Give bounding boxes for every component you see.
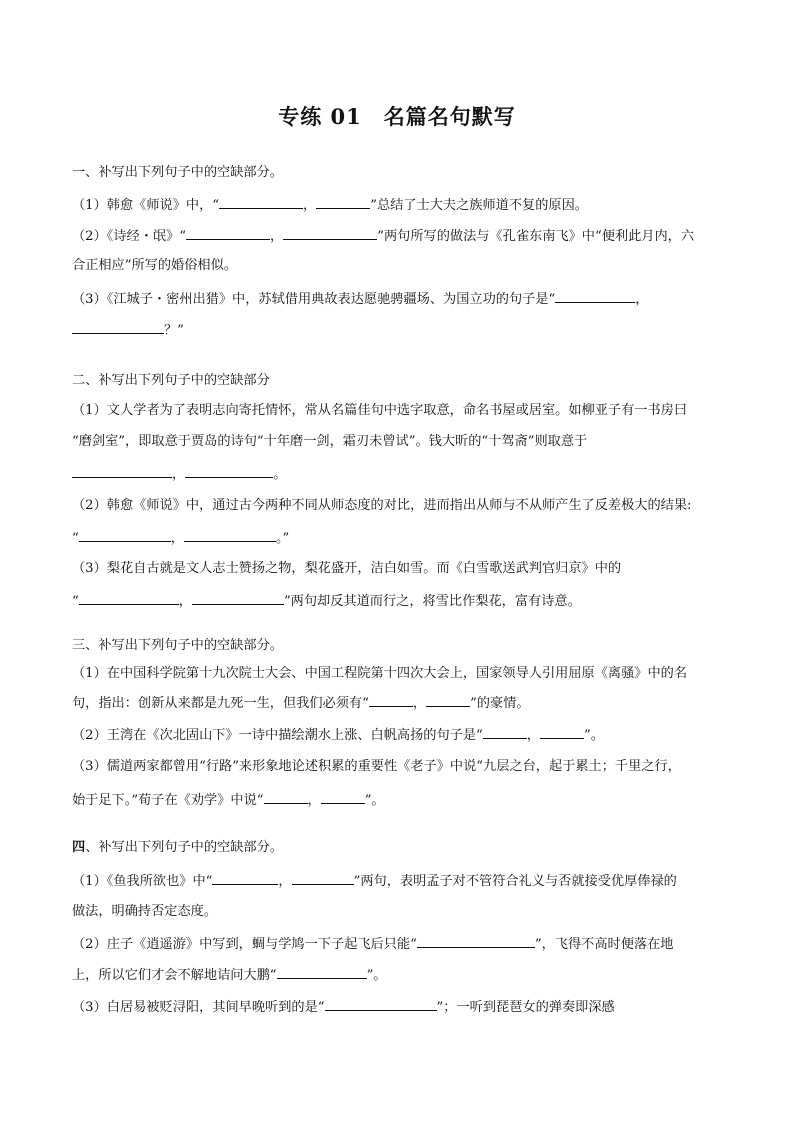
section-2-heading: 二、补写出下列句子中的空缺部分 bbox=[72, 373, 270, 388]
s2-q1-l1: （1）文人学者为了表明志向寄托情怀，常从名篇佳句中选字取意，命名书屋或居室。如柳亚子有一书房曰 bbox=[72, 403, 688, 418]
s4-q1 bbox=[72, 870, 677, 892]
s4-q3 bbox=[72, 996, 615, 1018]
text: ， bbox=[307, 793, 321, 808]
text: 。 bbox=[273, 467, 287, 482]
answer-blank[interactable] bbox=[184, 527, 276, 542]
text: （3）白居易被贬浔阳，其间早晚听到的是“ bbox=[72, 1000, 325, 1015]
text: ， bbox=[172, 467, 186, 482]
text: ”。 bbox=[366, 968, 387, 983]
s1-q2 bbox=[72, 225, 694, 247]
text: 句，指出：创新从来都是九死一生，但我们必须有“ bbox=[72, 696, 369, 711]
page-title: 专练 01 名篇名句默写 bbox=[278, 104, 516, 129]
text: ”两句所写的做法与《孔雀东南飞》中“便利此月内，六 bbox=[377, 229, 695, 244]
text: ， bbox=[635, 292, 649, 307]
answer-blank[interactable] bbox=[185, 463, 273, 478]
s3-q1-l1: （1）在中国科学院第十九次院士大会、中国工程院第十四次大会上，国家领导人引用屈原《离骚》中的名 bbox=[72, 666, 688, 681]
text: ， bbox=[278, 874, 292, 889]
text: ， bbox=[270, 229, 284, 244]
s3-q2 bbox=[72, 724, 604, 746]
s4-q2-cont bbox=[72, 964, 387, 986]
text: ， bbox=[526, 728, 540, 743]
answer-blank[interactable] bbox=[321, 789, 365, 804]
text: ”两句却反其道而行之，将雪比作梨花，富有诗意。 bbox=[283, 594, 581, 609]
s2-q3-l1: （3）梨花自古就是文人志士赞扬之物，梨花盛开，洁白如雪。而《白雪歌送武判官归京》中的 bbox=[72, 561, 622, 576]
text: “ bbox=[72, 594, 79, 609]
text: ”总结了士大夫之族师道不复的原因。 bbox=[370, 198, 588, 213]
text: 四 bbox=[72, 840, 86, 855]
s3-q3-l1: （3）儒道两家都曾用“行路”来形象地论述积累的重要性《老子》中说“九层之台，起于累土；千里之行， bbox=[72, 759, 681, 774]
text: 上，所以它们才会不解地诘问大鹏“ bbox=[72, 968, 277, 983]
section-3-heading: 三、补写出下列句子中的空缺部分。 bbox=[72, 638, 283, 653]
text: （2）王湾在《次北固山下》一诗中描绘潮水上涨、白帆高扬的句子是“ bbox=[72, 728, 483, 743]
answer-blank[interactable] bbox=[555, 288, 635, 303]
answer-blank[interactable] bbox=[264, 789, 308, 804]
text: ， bbox=[303, 198, 317, 213]
text: ”，飞得不高时便落在地 bbox=[534, 937, 674, 952]
text: ”。 bbox=[583, 728, 604, 743]
answer-blank[interactable] bbox=[192, 590, 284, 605]
answer-blank[interactable] bbox=[283, 225, 377, 240]
text: ”的豪情。 bbox=[470, 696, 530, 711]
answer-blank[interactable] bbox=[316, 194, 370, 209]
answer-blank[interactable] bbox=[186, 225, 270, 240]
answer-blank[interactable] bbox=[79, 527, 171, 542]
answer-blank[interactable] bbox=[369, 692, 413, 707]
answer-blank[interactable] bbox=[72, 319, 164, 334]
answer-blank[interactable] bbox=[277, 964, 367, 979]
answer-blank[interactable] bbox=[212, 870, 278, 885]
section-4-heading bbox=[72, 838, 283, 858]
s4-q1-cont: 做法，明确持否定态度。 bbox=[72, 904, 218, 919]
answer-blank[interactable] bbox=[426, 692, 470, 707]
s1-q3-cont bbox=[72, 319, 184, 341]
text: （1）《鱼我所欲也》中“ bbox=[72, 874, 213, 889]
text: 。” bbox=[275, 531, 290, 546]
text: ， bbox=[178, 594, 192, 609]
s1-q1 bbox=[72, 194, 588, 216]
answer-blank[interactable] bbox=[79, 590, 179, 605]
answer-blank[interactable] bbox=[417, 933, 535, 948]
text: 始于足下。”荀子在《劝学》中说“ bbox=[72, 793, 264, 808]
text: 、补写出下列句子中的空缺部分。 bbox=[85, 840, 283, 855]
s1-q2-cont: 合正相应”所写的婚俗相似。 bbox=[72, 258, 237, 273]
s2-q2-l2 bbox=[72, 527, 289, 549]
section-1-heading: 一、补写出下列句子中的空缺部分。 bbox=[72, 165, 283, 180]
text: ”；一听到琵琶女的弹奏即深感 bbox=[436, 1000, 615, 1015]
answer-blank[interactable] bbox=[325, 996, 437, 1011]
answer-blank[interactable] bbox=[540, 724, 584, 739]
s3-q1-l2 bbox=[72, 692, 530, 714]
s1-q3 bbox=[72, 288, 648, 310]
s4-q2 bbox=[72, 933, 673, 955]
text: ， bbox=[412, 696, 427, 711]
answer-blank[interactable] bbox=[72, 463, 172, 478]
answer-blank[interactable] bbox=[292, 870, 354, 885]
s2-q1-l3 bbox=[72, 463, 286, 485]
answer-blank[interactable] bbox=[219, 194, 303, 209]
text: ？” bbox=[164, 323, 184, 338]
s2-q1-l2: “磨剑室”，即取意于贾岛的诗句“十年磨一剑，霜刃未曾试”。钱大昕的“十驾斋”则取意于 bbox=[72, 434, 588, 449]
s2-q3-l2 bbox=[72, 590, 581, 612]
text: ”两句，表明孟子对不管符合礼义与否就接受优厚俸禄的 bbox=[353, 874, 677, 889]
text: ， bbox=[170, 531, 184, 546]
answer-blank[interactable] bbox=[483, 724, 527, 739]
text: “ bbox=[72, 531, 79, 546]
text: （2）《诗经・氓》“ bbox=[72, 229, 187, 244]
text: （2）庄子《逍遥游》中写到，蜩与学鸠一下子起飞后只能“ bbox=[72, 937, 417, 952]
text: （3）《江城子・密州出猎》中，苏轼借用典故表达愿驰骋疆场、为国立功的句子是“ bbox=[72, 292, 556, 307]
text: ”。 bbox=[364, 793, 385, 808]
s3-q3-l2 bbox=[72, 789, 385, 811]
s2-q2-l1: （2）韩愈《师说》中，通过古今两种不同从师态度的对比，进而指出从师与不从师产生了反差极大的结果: bbox=[72, 498, 692, 513]
text: （1）韩愈《师说》中，“ bbox=[72, 198, 220, 213]
